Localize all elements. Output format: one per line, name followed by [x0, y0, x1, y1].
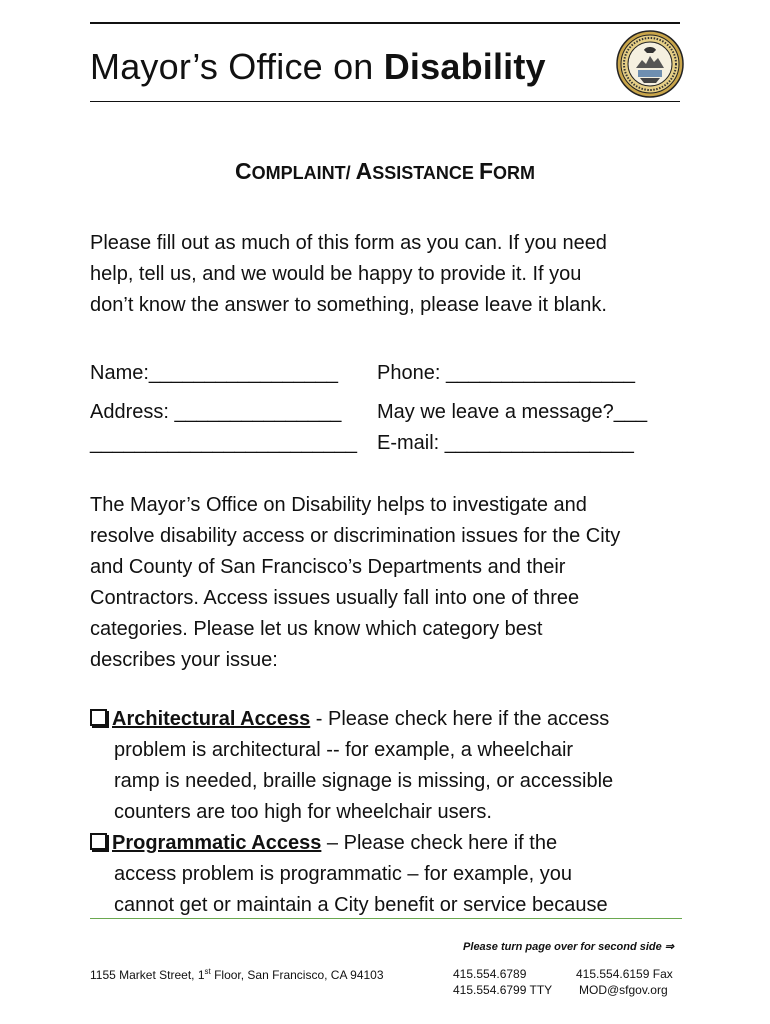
form-title: COMPLAINT/ ASSISTANCE FORM: [235, 158, 535, 184]
description-line: categories. Please let us know which category best: [90, 618, 543, 640]
email-field[interactable]: E-mail: _________________: [377, 432, 634, 454]
city-seal-icon: [616, 30, 684, 98]
description-line: and County of San Francisco’s Departments and their: [90, 556, 566, 578]
header-rule: [90, 101, 680, 102]
option-architectural-access: Architectural Access - Please check here if the access problem is architectural -- for example, a wheelchair ramp is needed, braille signage is missing, or accessible counters are too high for wheelchair users.: [90, 704, 690, 828]
option-name: Architectural Access: [112, 708, 311, 730]
programmatic-access-checkbox[interactable]: [90, 833, 107, 850]
description-line: describes your issue:: [90, 649, 278, 671]
intro-line: help, tell us, and we would be happy to provide it. If you: [90, 263, 582, 285]
description-line: Contractors. Access issues usually fall into one of three: [90, 587, 580, 609]
intro-paragraph: [90, 228, 690, 321]
footer-rule: [90, 918, 682, 919]
phone-number: 415.554.6789: [453, 967, 527, 981]
fax-number: 415.554.6159 Fax: [576, 967, 673, 981]
phone-field[interactable]: Phone: _________________: [377, 362, 636, 384]
office-address: 1155 Market Street, 1st Floor, San Francisco, CA 94103: [90, 967, 384, 982]
architectural-access-checkbox[interactable]: [90, 709, 107, 726]
message-permission-field[interactable]: May we leave a message?___: [377, 401, 648, 423]
name-field[interactable]: Name:_________________: [90, 362, 338, 384]
option-programmatic-access: Programmatic Access – Please check here if the access problem is programmatic – for example, you cannot get or maintain a City benefit or service because: [90, 828, 690, 921]
description-line: The Mayor’s Office on Disability helps to investigate and: [90, 494, 587, 516]
turn-page-note: Please turn page over for second side ⇒: [463, 941, 674, 953]
page-title: Mayor’s Office on Disability: [90, 46, 546, 87]
contact-email[interactable]: MOD@sfgov.org: [579, 983, 668, 997]
intro-line: Please fill out as much of this form as you can. If you need: [90, 232, 607, 254]
address-line-2-field[interactable]: ________________________: [90, 432, 357, 454]
top-rule: [90, 22, 680, 24]
description-paragraph: [90, 490, 690, 676]
option-name: Programmatic Access: [112, 832, 322, 854]
address-field[interactable]: Address: _______________: [90, 401, 342, 423]
description-line: resolve disability access or discrimination issues for the City: [90, 525, 621, 547]
intro-line: don’t know the answer to something, please leave it blank.: [90, 294, 607, 316]
tty-number: 415.554.6799 TTY: [453, 983, 553, 997]
